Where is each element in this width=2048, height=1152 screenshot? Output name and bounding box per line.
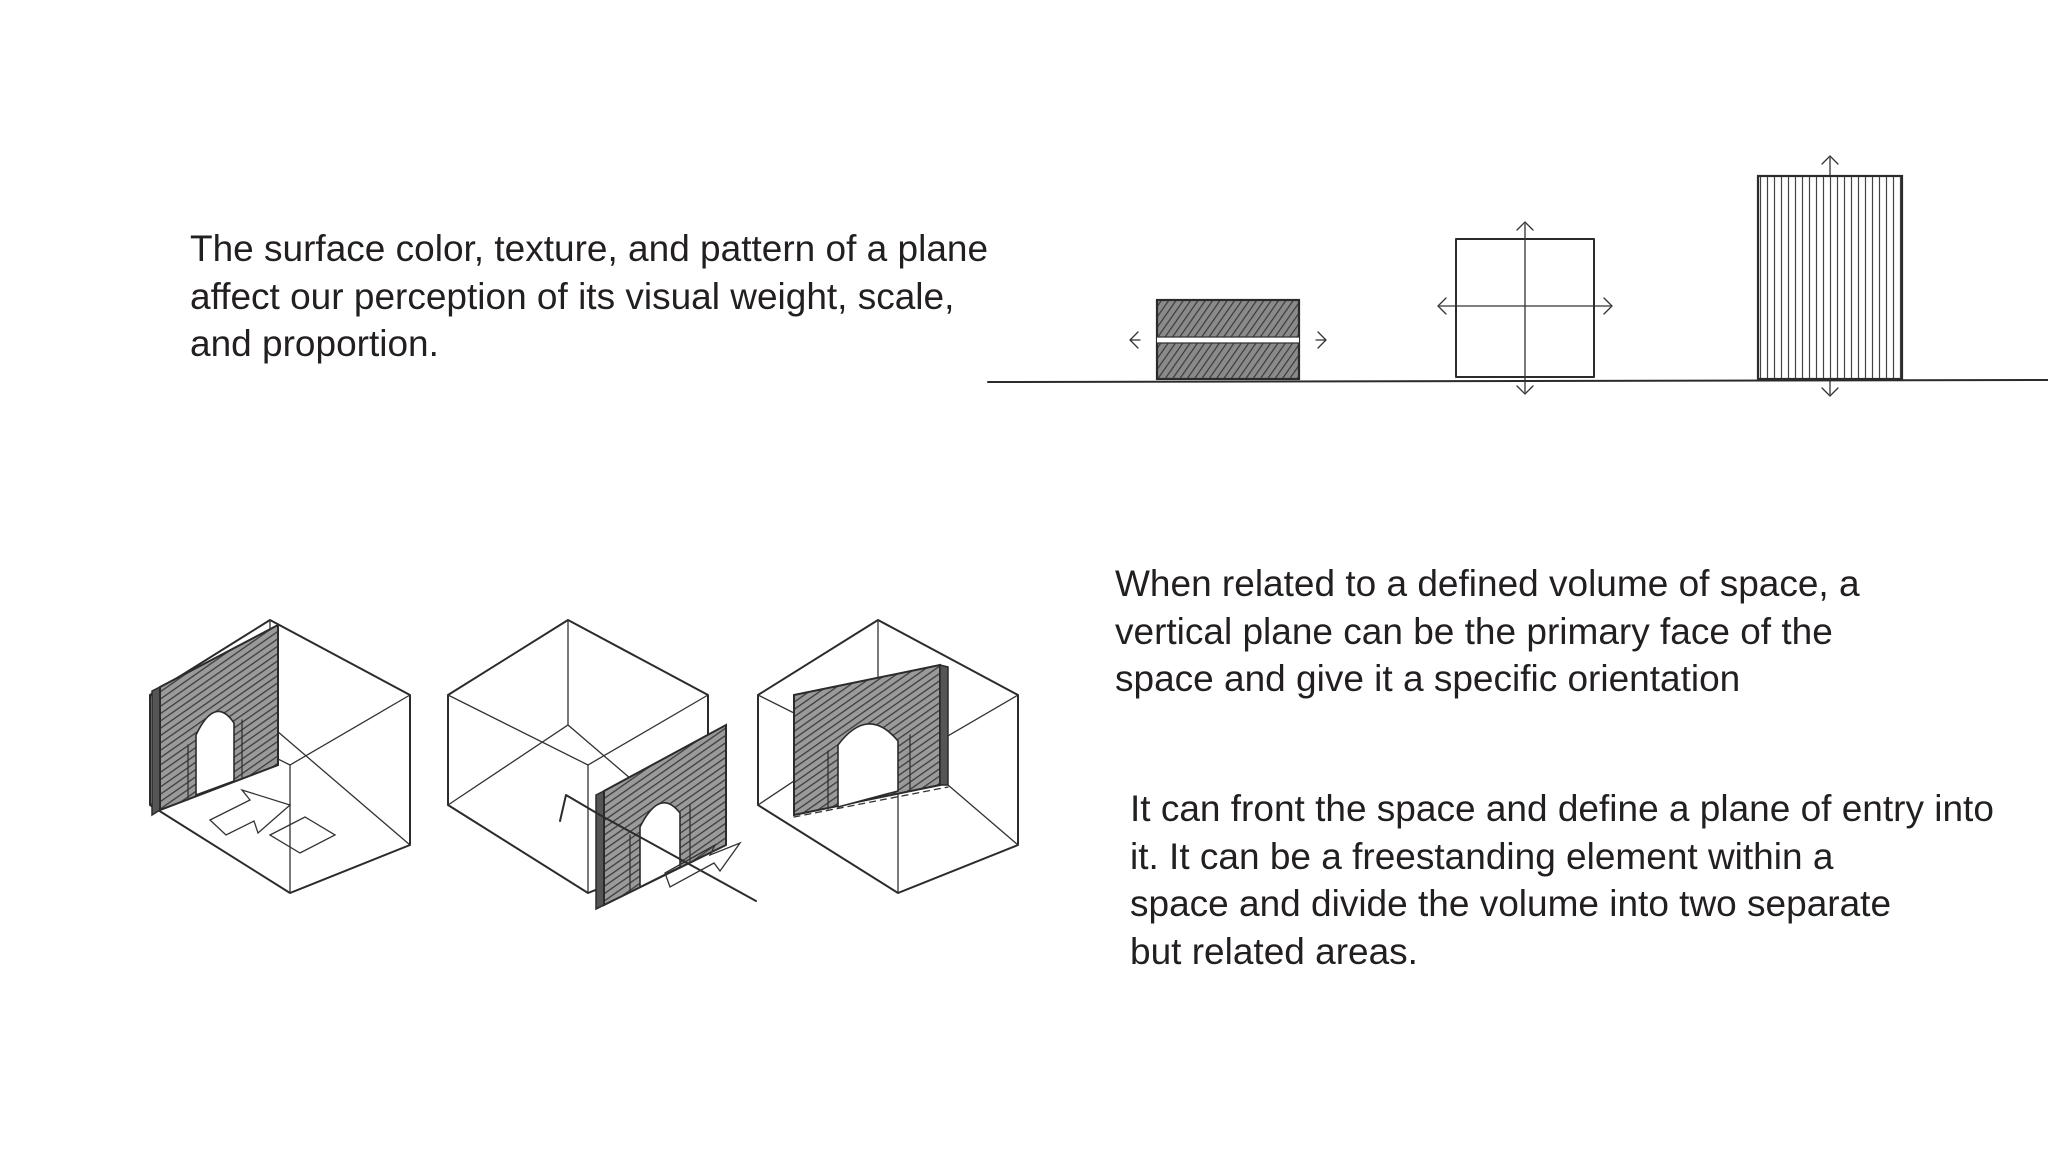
caption-line: and proportion.: [190, 323, 439, 364]
caption-line: When related to a defined volume of space, a: [1115, 563, 1860, 604]
caption-front-space: [1130, 785, 1994, 975]
caption-defined-volume: [1115, 560, 1860, 703]
square-plane: [1438, 222, 1612, 394]
arrow-right-icon: [1316, 332, 1326, 348]
caption-line: The surface color, texture, and pattern of a plane: [190, 228, 989, 269]
textured-plane: [1130, 300, 1326, 379]
ground-line: [988, 380, 2048, 382]
caption-line: it. It can be a freestanding element within a: [1130, 835, 1834, 877]
caption-line: space and give it a specific orientation: [1115, 658, 1741, 699]
planes-elevation-drawing: [980, 140, 2048, 410]
striped-plane: [1758, 156, 1902, 396]
caption-line: but related areas.: [1130, 930, 1418, 972]
arrow-left-icon: [1130, 332, 1140, 348]
caption-line: affect our perception of its visual weight, scale,: [190, 275, 955, 317]
caption-line: vertical plane can be the primary face of the: [1115, 610, 1833, 652]
caption-surface-texture: [190, 225, 988, 368]
caption-line: space and divide the volume into two separate: [1130, 883, 1892, 924]
cube-front-wall: [448, 620, 756, 909]
isometric-cubes-drawing: [130, 595, 1030, 925]
cube-rear-wall-arch: [758, 620, 1018, 893]
cube-rear-wall: [150, 620, 410, 893]
caption-line: It can front the space and define a plane of entry into: [1130, 788, 1994, 829]
